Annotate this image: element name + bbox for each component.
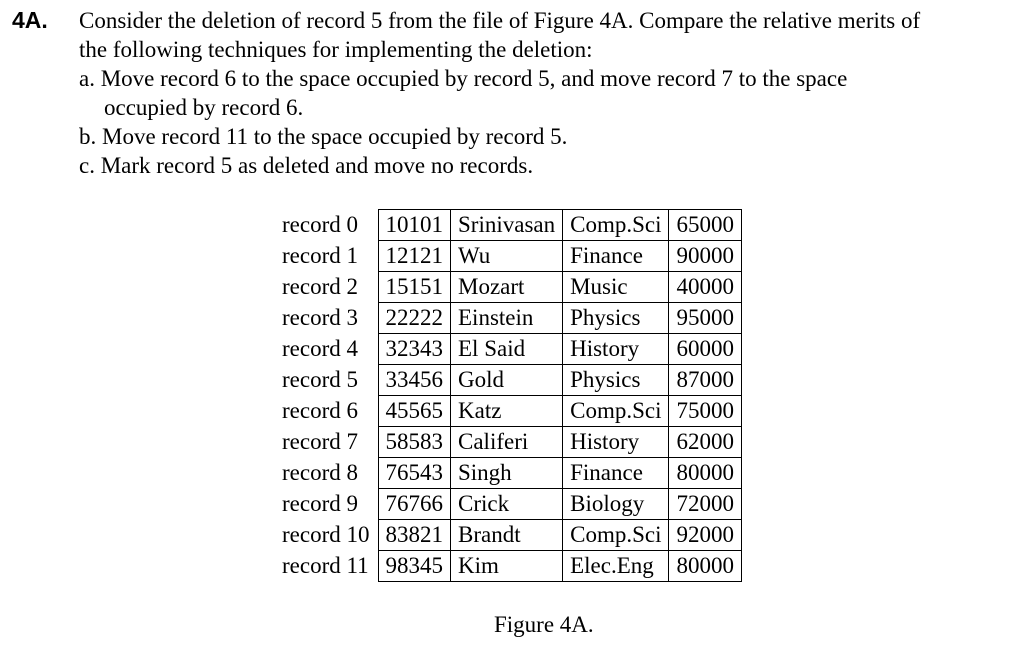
record-name: Singh <box>451 458 563 489</box>
record-label: record 7 <box>282 429 358 454</box>
record-label: record 10 <box>282 522 370 547</box>
record-label: record 9 <box>282 491 358 516</box>
record-dept: Finance <box>563 458 669 489</box>
record-dept: History <box>563 334 669 365</box>
record-dept: Comp.Sci <box>563 396 669 427</box>
record-name: Srinivasan <box>451 210 563 241</box>
record-salary: 90000 <box>669 241 742 272</box>
table-row <box>280 365 741 396</box>
option-a-line-2: occupied by record 6. <box>104 95 304 120</box>
question-intro-line-2: the following techniques for implementing the deletion: <box>79 37 593 62</box>
record-label: record 4 <box>282 336 358 361</box>
record-dept: Physics <box>563 303 669 334</box>
table-row <box>280 458 741 489</box>
records-table <box>280 209 742 582</box>
record-label: record 6 <box>282 398 358 423</box>
record-dept: Biology <box>563 489 669 520</box>
record-label: record 0 <box>282 212 358 237</box>
record-salary: 72000 <box>669 489 742 520</box>
table-row <box>280 334 741 365</box>
record-id: 22222 <box>378 303 451 334</box>
record-salary: 60000 <box>669 334 742 365</box>
table-row <box>280 272 741 303</box>
record-name: Califeri <box>451 427 563 458</box>
option-c: c. Mark record 5 as deleted and move no records. <box>79 153 534 178</box>
record-name: Einstein <box>451 303 563 334</box>
record-id: 98345 <box>378 551 451 582</box>
record-label: record 11 <box>282 553 369 578</box>
record-id: 15151 <box>378 272 451 303</box>
option-b: b. Move record 11 to the space occupied by record 5. <box>79 124 568 149</box>
record-dept: Comp.Sci <box>563 210 669 241</box>
record-salary: 80000 <box>669 458 742 489</box>
record-dept: Elec.Eng <box>563 551 669 582</box>
record-id: 76766 <box>378 489 451 520</box>
record-salary: 95000 <box>669 303 742 334</box>
record-salary: 62000 <box>669 427 742 458</box>
table-row <box>280 551 741 582</box>
record-name: El Said <box>451 334 563 365</box>
table-row <box>280 396 741 427</box>
record-salary: 80000 <box>669 551 742 582</box>
figure-caption: Figure 4A. <box>494 612 594 637</box>
record-id: 45565 <box>378 396 451 427</box>
record-label: record 1 <box>282 243 358 268</box>
record-salary: 40000 <box>669 272 742 303</box>
record-name: Katz <box>451 396 563 427</box>
record-dept: Music <box>563 272 669 303</box>
record-name: Mozart <box>451 272 563 303</box>
table-row <box>280 303 741 334</box>
record-label: record 8 <box>282 460 358 485</box>
record-dept: Physics <box>563 365 669 396</box>
question-intro-line-1: Consider the deletion of record 5 from the file of Figure 4A. Compare the relative merits of <box>79 8 921 33</box>
record-salary: 75000 <box>669 396 742 427</box>
records-table-body <box>280 210 741 582</box>
table-row <box>280 520 741 551</box>
table-row <box>280 241 741 272</box>
record-id: 32343 <box>378 334 451 365</box>
record-dept: Finance <box>563 241 669 272</box>
record-label: record 3 <box>282 305 358 330</box>
option-a-line-1: a. Move record 6 to the space occupied by record 5, and move record 7 to the space <box>79 66 848 91</box>
record-label: record 5 <box>282 367 358 392</box>
record-id: 12121 <box>378 241 451 272</box>
record-name: Kim <box>451 551 563 582</box>
record-id: 10101 <box>378 210 451 241</box>
record-id: 76543 <box>378 458 451 489</box>
record-salary: 92000 <box>669 520 742 551</box>
record-id: 83821 <box>378 520 451 551</box>
record-label: record 2 <box>282 274 358 299</box>
table-row <box>280 489 741 520</box>
question-number: 4A. <box>12 7 48 33</box>
record-dept: History <box>563 427 669 458</box>
record-salary: 87000 <box>669 365 742 396</box>
record-name: Gold <box>451 365 563 396</box>
record-dept: Comp.Sci <box>563 520 669 551</box>
record-name: Crick <box>451 489 563 520</box>
record-name: Wu <box>451 241 563 272</box>
record-name: Brandt <box>451 520 563 551</box>
record-salary: 65000 <box>669 210 742 241</box>
table-row <box>280 210 741 241</box>
record-id: 33456 <box>378 365 451 396</box>
record-id: 58583 <box>378 427 451 458</box>
table-row <box>280 427 741 458</box>
